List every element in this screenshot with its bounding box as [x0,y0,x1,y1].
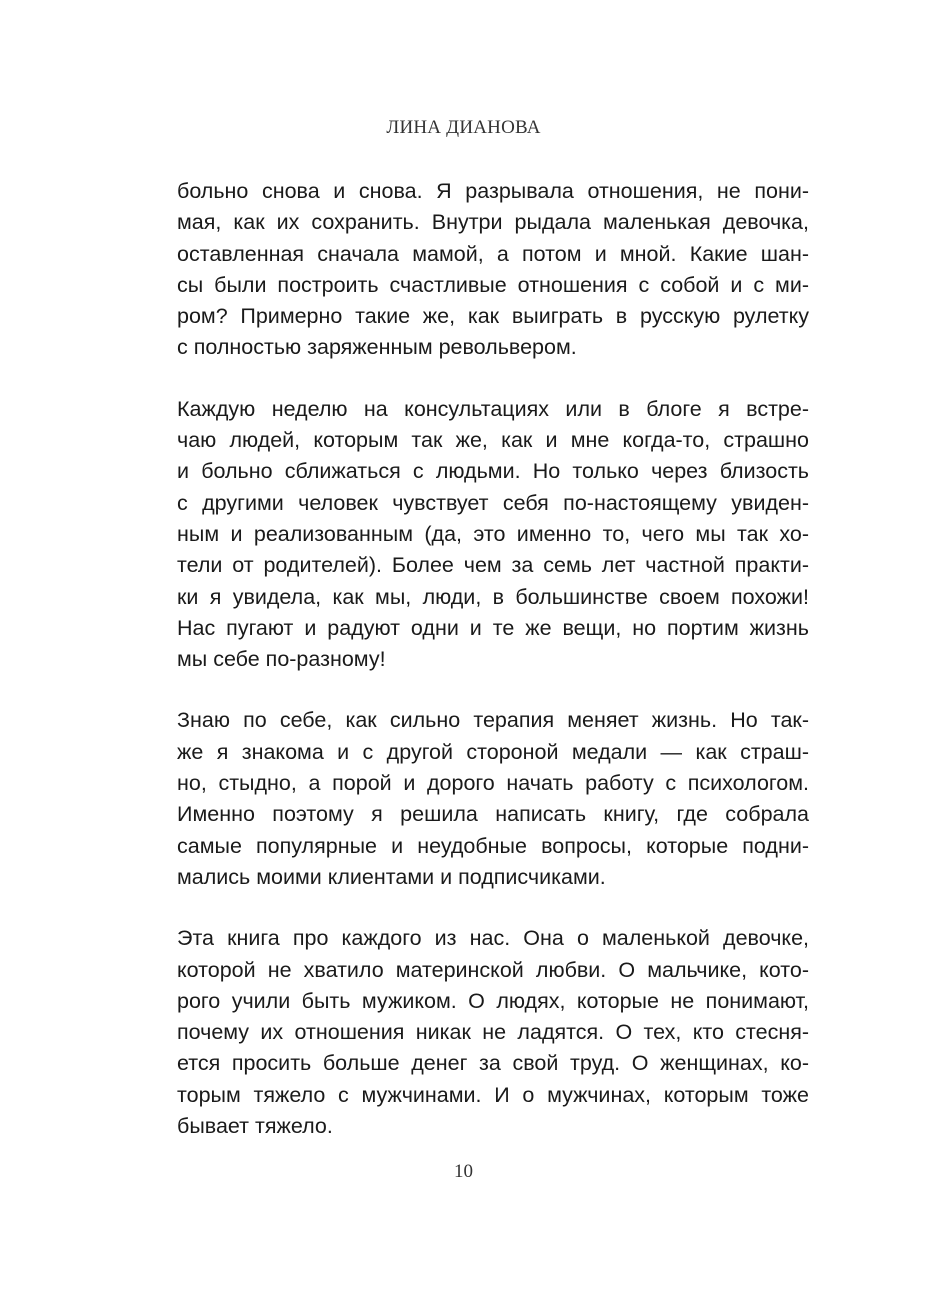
text-line: но, стыдно, а порой и дорого начать работу с психологом. [177,771,809,796]
text-line: тели от родителей). Более чем за семь лет частной практи- [177,553,809,578]
page-number: 10 [454,1161,473,1182]
text-line: торым тяжело с мужчинами. И о мужчинах, которым тоже [177,1082,809,1107]
text-line: мались моими клиентами и подписчиками. [177,864,606,889]
text-line: ки я увидела, как мы, люди, в большинстве своем похожи! [177,584,809,609]
text-line: самые популярные и неудобные вопросы, которые подни- [177,833,809,858]
text-line: ром? Примерно такие же, как выиграть в русскую рулетку [177,304,809,329]
text-line: чаю людей, которым так же, как и мне когда-то, страшно [177,428,809,453]
paragraph-1 [177,176,809,364]
text-line: больно снова и снова. Я разрывала отношения, не пони- [177,179,809,203]
text-line: Каждую неделю на консультациях или в блоге я встре- [177,396,809,421]
text-line: почему их отношения никак не ладятся. О тех, кто стесня- [177,1020,809,1045]
text-line: сы были построить счастливые отношения с собой и с ми- [177,272,809,297]
text-line: и больно сближаться с людьми. Но только через близость [177,459,809,484]
text-line: Эта книга про каждого из нас. Она о маленькой девочке, [177,926,809,951]
text-line: мая, как их сохранить. Внутри рыдала маленькая девочка, [177,210,809,235]
text-line: Именно поэтому я решила написать книгу, где собрала [177,802,809,827]
text-line: же я знакома и с другой стороной медали — как страш- [177,739,809,764]
text-line: бывает тяжело. [177,1114,333,1139]
text-line: ным и реализованным (да, это именно то, чего мы так хо- [177,521,809,546]
text-line: с полностью заряженным револьвером. [177,335,577,360]
paragraph-3 [177,705,809,893]
running-head: ЛИНА ДИАНОВА [386,117,541,138]
text-line: Нас пугают и радуют одни и те же вещи, но портим жизнь [177,615,809,640]
text-line: оставленная сначала мамой, а потом и мной. Какие шан- [177,241,809,266]
text-line: ется просить больше денег за свой труд. О женщинах, ко- [177,1051,809,1076]
text-line: с другими человек чувствует себя по-настоящему увиден- [177,490,809,515]
body-text [177,176,809,1142]
paragraph-2 [177,394,809,676]
text-line: мы себе по-разному! [177,647,386,672]
text-line: которой не хватило материнской любви. О мальчике, кото- [177,957,809,982]
text-line: рого учили быть мужиком. О людях, которые не понимают, [177,988,809,1013]
text-line: Знаю по себе, как сильно терапия меняет жизнь. Но так- [177,708,809,733]
paragraph-4 [177,923,809,1142]
